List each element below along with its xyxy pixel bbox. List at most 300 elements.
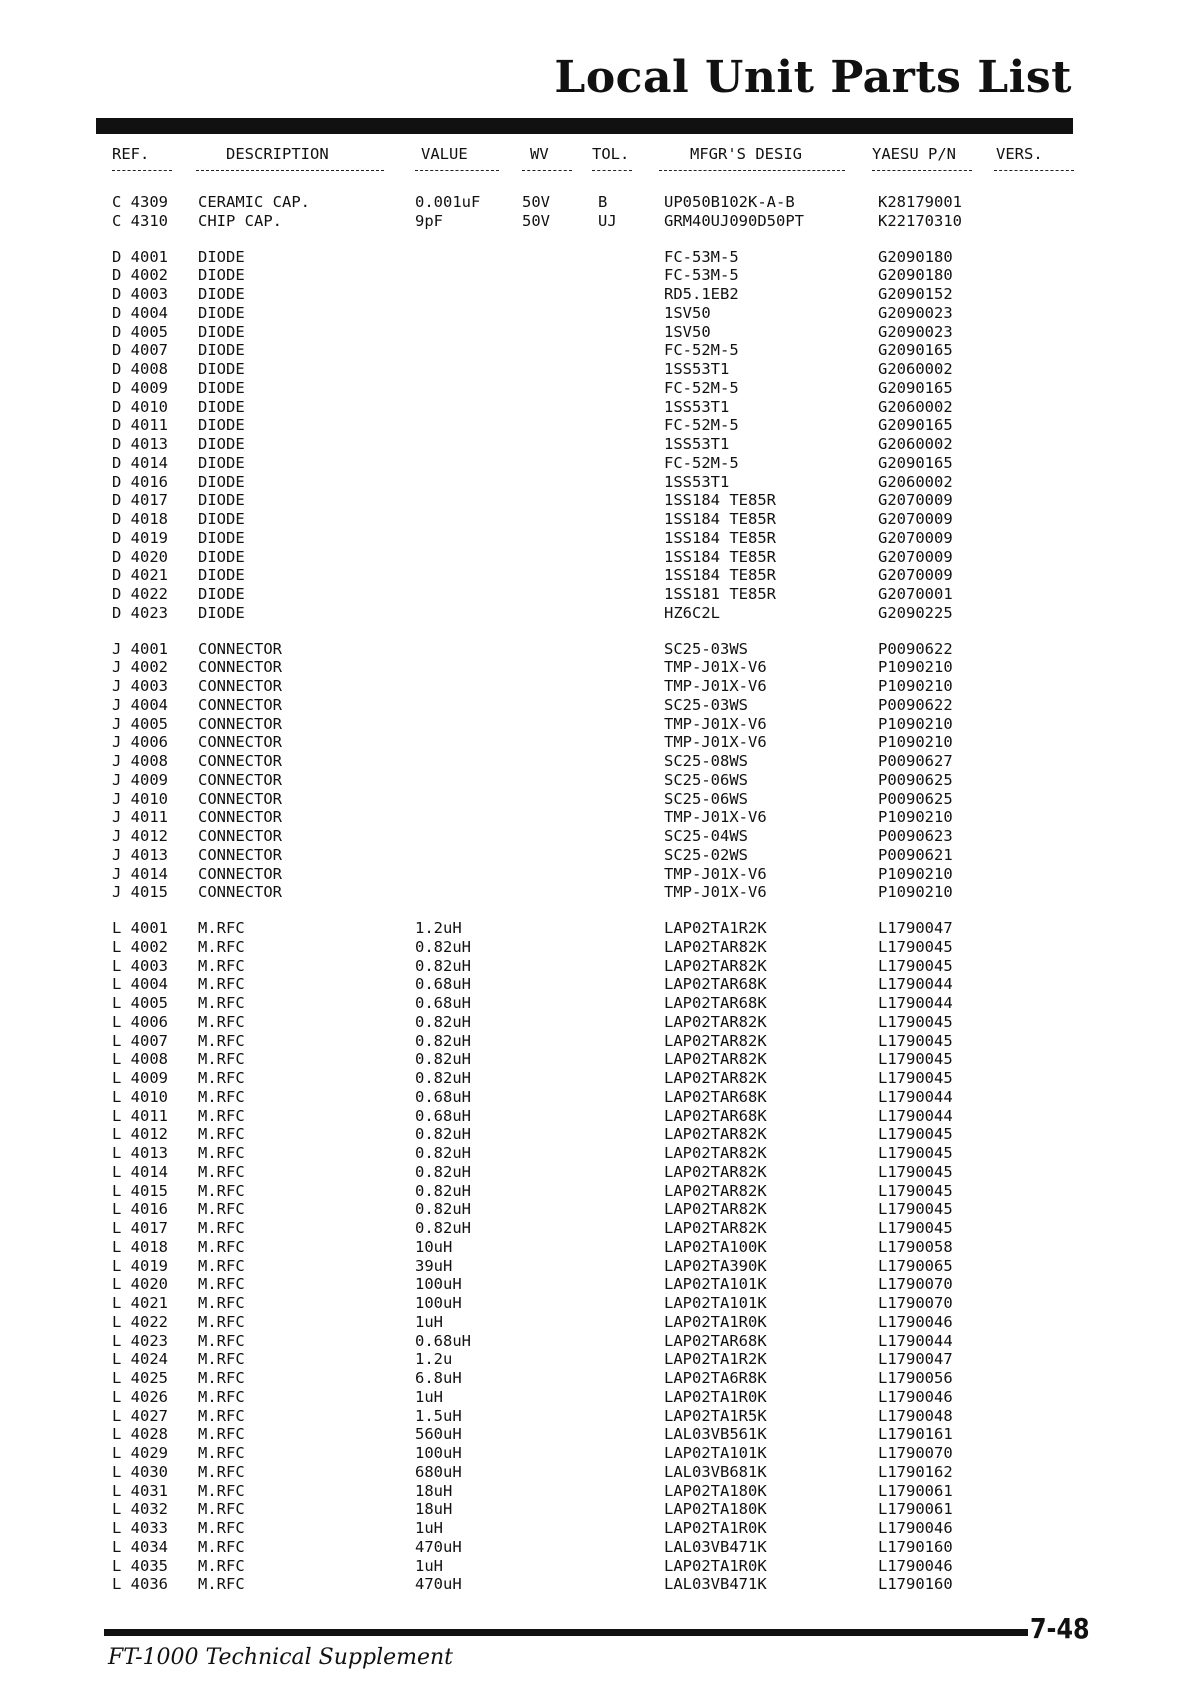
table-row bbox=[0, 341, 1190, 360]
cell-yaesu-pn: G2070001 bbox=[878, 585, 953, 603]
table-row bbox=[0, 1557, 1190, 1576]
cell-yaesu-pn: L1790045 bbox=[878, 1181, 953, 1200]
cell-yaesu-pn: G2060002 bbox=[878, 472, 953, 491]
cell-description: M.RFC bbox=[198, 994, 245, 1012]
cell-value: 0.82uH bbox=[415, 1069, 471, 1087]
header-description: DESCRIPTION bbox=[226, 145, 329, 163]
cell-ref: D 4008 bbox=[112, 360, 168, 378]
cell-value: 100uH bbox=[415, 1275, 462, 1294]
cell-description: CONNECTOR bbox=[198, 864, 282, 883]
cell-ref: L 4001 bbox=[112, 919, 168, 937]
cell-mfgr-desig: LAP02TAR82K bbox=[664, 1162, 767, 1181]
cell-mfgr-desig: 1SS53T1 bbox=[664, 472, 730, 491]
cell-yaesu-pn: P0090622 bbox=[878, 639, 953, 658]
cell-mfgr-desig: LAP02TA1R2K bbox=[664, 1350, 767, 1369]
cell-description: DIODE bbox=[198, 472, 245, 491]
cell-ref: L 4006 bbox=[112, 1012, 168, 1031]
cell-yaesu-pn: P1090210 bbox=[878, 883, 953, 902]
cell-description: M.RFC bbox=[198, 1275, 245, 1294]
cell-description: CONNECTOR bbox=[198, 677, 282, 695]
cell-mfgr-desig: 1SS184 TE85R bbox=[664, 566, 776, 585]
cell-description: M.RFC bbox=[198, 1237, 245, 1256]
table-row bbox=[0, 585, 1190, 604]
cell-description: M.RFC bbox=[198, 1294, 245, 1312]
cell-mfgr-desig: TMP-J01X-V6 bbox=[664, 864, 767, 883]
cell-mfgr-desig: LAP02TAR68K bbox=[664, 1331, 767, 1350]
cell-description: M.RFC bbox=[198, 1162, 245, 1181]
cell-description: DIODE bbox=[198, 416, 245, 435]
cell-ref: L 4024 bbox=[112, 1350, 168, 1369]
table-row bbox=[0, 398, 1190, 417]
cell-description: M.RFC bbox=[198, 1462, 245, 1481]
cell-yaesu-pn: L1790056 bbox=[878, 1369, 953, 1387]
cell-yaesu-pn: G2060002 bbox=[878, 360, 953, 378]
table-row bbox=[0, 454, 1190, 473]
cell-ref: J 4003 bbox=[112, 677, 168, 695]
cell-value: 0.82uH bbox=[415, 1125, 471, 1144]
cell-value: 100uH bbox=[415, 1294, 462, 1312]
table-row bbox=[0, 883, 1190, 902]
cell-mfgr-desig: LAP02TAR82K bbox=[664, 1219, 767, 1237]
cell-mfgr-desig: HZ6C2L bbox=[664, 603, 720, 622]
cell-value: 560uH bbox=[415, 1425, 462, 1444]
cell-description: M.RFC bbox=[198, 956, 245, 975]
cell-mfgr-desig: 1SS53T1 bbox=[664, 360, 730, 378]
cell-description: CONNECTOR bbox=[198, 827, 282, 845]
cell-mfgr-desig: TMP-J01X-V6 bbox=[664, 733, 767, 752]
cell-mfgr-desig: 1SS181 TE85R bbox=[664, 585, 776, 603]
cell-ref: J 4012 bbox=[112, 827, 168, 845]
cell-value: 100uH bbox=[415, 1444, 462, 1462]
cell-description: DIODE bbox=[198, 378, 245, 397]
header-underline bbox=[0, 170, 1190, 176]
cell-ref: C 4310 bbox=[112, 211, 168, 230]
cell-mfgr-desig: LAP02TA1R0K bbox=[664, 1312, 767, 1331]
table-row bbox=[0, 1538, 1190, 1557]
cell-yaesu-pn: G2060002 bbox=[878, 397, 953, 416]
cell-mfgr-desig: LAP02TAR82K bbox=[664, 1031, 767, 1050]
cell-mfgr-desig: 1SS184 TE85R bbox=[664, 510, 776, 528]
table-row bbox=[0, 938, 1190, 957]
cell-description: M.RFC bbox=[198, 1125, 245, 1144]
header-mfgr-desig: MFGR'S DESIG bbox=[690, 145, 802, 163]
cell-mfgr-desig: SC25-02WS bbox=[664, 845, 748, 864]
cell-description: CONNECTOR bbox=[198, 639, 282, 658]
cell-description: DIODE bbox=[198, 491, 245, 510]
cell-yaesu-pn: L1790065 bbox=[878, 1256, 953, 1275]
cell-mfgr-desig: SC25-03WS bbox=[664, 695, 748, 714]
cell-ref: J 4005 bbox=[112, 714, 168, 733]
cell-yaesu-pn: L1790045 bbox=[878, 1031, 953, 1050]
cell-yaesu-pn: L1790160 bbox=[878, 1537, 953, 1556]
cell-yaesu-pn: L1790044 bbox=[878, 1087, 953, 1106]
cell-mfgr-desig: SC25-06WS bbox=[664, 770, 748, 789]
cell-mfgr-desig: 1SS53T1 bbox=[664, 435, 730, 453]
cell-tol: B bbox=[598, 193, 608, 211]
cell-ref: L 4022 bbox=[112, 1312, 168, 1331]
cell-ref: L 4011 bbox=[112, 1106, 168, 1125]
cell-description: DIODE bbox=[198, 510, 245, 528]
cell-mfgr-desig: LAP02TAR82K bbox=[664, 1012, 767, 1031]
header-ref: REF. bbox=[112, 145, 150, 163]
cell-description: M.RFC bbox=[198, 1444, 245, 1462]
cell-ref: D 4019 bbox=[112, 528, 168, 547]
cell-tol: UJ bbox=[598, 211, 617, 230]
cell-ref: L 4034 bbox=[112, 1537, 168, 1556]
table-row bbox=[0, 1257, 1190, 1276]
cell-ref: C 4309 bbox=[112, 193, 168, 211]
cell-description: M.RFC bbox=[198, 1012, 245, 1031]
table-row bbox=[0, 733, 1190, 752]
cell-mfgr-desig: LAP02TAR68K bbox=[664, 994, 767, 1012]
cell-description: DIODE bbox=[198, 603, 245, 622]
cell-description: CONNECTOR bbox=[198, 770, 282, 789]
cell-yaesu-pn: G2090023 bbox=[878, 303, 953, 322]
page-number: 7-48 bbox=[1030, 1612, 1090, 1645]
cell-yaesu-pn: G2070009 bbox=[878, 528, 953, 547]
cell-ref: J 4010 bbox=[112, 789, 168, 808]
cell-ref: J 4015 bbox=[112, 883, 168, 902]
table-row bbox=[0, 473, 1190, 492]
cell-yaesu-pn: L1790162 bbox=[878, 1462, 953, 1481]
title-rule bbox=[96, 118, 1073, 134]
cell-yaesu-pn: L1790046 bbox=[878, 1312, 953, 1331]
cell-mfgr-desig: LAP02TAR68K bbox=[664, 1106, 767, 1125]
table-row bbox=[0, 193, 1190, 212]
cell-description: M.RFC bbox=[198, 1050, 245, 1069]
table-row bbox=[0, 604, 1190, 623]
cell-ref: D 4005 bbox=[112, 322, 168, 341]
table-row bbox=[0, 790, 1190, 809]
cell-ref: L 4004 bbox=[112, 975, 168, 994]
cell-mfgr-desig: LAP02TA101K bbox=[664, 1444, 767, 1462]
cell-mfgr-desig: FC-52M-5 bbox=[664, 378, 739, 397]
cell-yaesu-pn: L1790045 bbox=[878, 1144, 953, 1162]
table-row bbox=[0, 658, 1190, 677]
cell-value: 1.5uH bbox=[415, 1406, 462, 1425]
cell-yaesu-pn: L1790048 bbox=[878, 1406, 953, 1425]
cell-mfgr-desig: LAP02TA1R5K bbox=[664, 1406, 767, 1425]
column-header-row bbox=[0, 145, 1190, 164]
cell-mfgr-desig: LAP02TA180K bbox=[664, 1500, 767, 1519]
cell-mfgr-desig: LAP02TAR82K bbox=[664, 1125, 767, 1144]
cell-description: M.RFC bbox=[198, 1425, 245, 1444]
cell-value: 1.2u bbox=[415, 1350, 453, 1369]
cell-ref: D 4017 bbox=[112, 491, 168, 510]
cell-mfgr-desig: 1SS184 TE85R bbox=[664, 491, 776, 510]
table-row bbox=[0, 677, 1190, 696]
cell-value: 0.82uH bbox=[415, 1031, 471, 1050]
cell-yaesu-pn: G2090180 bbox=[878, 247, 953, 266]
cell-value: 0.82uH bbox=[415, 1200, 471, 1219]
dash-mfgr-desig bbox=[659, 170, 845, 171]
cell-value: 680uH bbox=[415, 1462, 462, 1481]
table-row bbox=[0, 1294, 1190, 1313]
cell-ref: J 4014 bbox=[112, 864, 168, 883]
cell-ref: L 4015 bbox=[112, 1181, 168, 1200]
cell-yaesu-pn: L1790045 bbox=[878, 1219, 953, 1237]
cell-yaesu-pn: P1090210 bbox=[878, 733, 953, 752]
cell-ref: L 4027 bbox=[112, 1406, 168, 1425]
cell-wv: 50V bbox=[522, 193, 550, 211]
cell-yaesu-pn: K28179001 bbox=[878, 193, 962, 211]
table-row bbox=[0, 1369, 1190, 1388]
table-row bbox=[0, 715, 1190, 734]
cell-mfgr-desig: FC-52M-5 bbox=[664, 341, 739, 360]
table-row bbox=[0, 640, 1190, 659]
cell-description: CONNECTOR bbox=[198, 789, 282, 808]
cell-ref: L 4032 bbox=[112, 1500, 168, 1519]
table-row bbox=[0, 248, 1190, 267]
cell-description: CONNECTOR bbox=[198, 658, 282, 677]
cell-mfgr-desig: FC-52M-5 bbox=[664, 453, 739, 472]
cell-value: 0.82uH bbox=[415, 956, 471, 975]
cell-mfgr-desig: LAP02TA6R8K bbox=[664, 1369, 767, 1387]
cell-ref: L 4033 bbox=[112, 1519, 168, 1537]
cell-description: M.RFC bbox=[198, 1331, 245, 1350]
cell-yaesu-pn: L1790058 bbox=[878, 1237, 953, 1256]
cell-description: CONNECTOR bbox=[198, 883, 282, 902]
cell-description: DIODE bbox=[198, 247, 245, 266]
cell-value: 18uH bbox=[415, 1500, 453, 1519]
dash-value bbox=[415, 170, 499, 171]
cell-ref: D 4021 bbox=[112, 566, 168, 585]
cell-mfgr-desig: LAP02TA1R2K bbox=[664, 919, 767, 937]
cell-description: M.RFC bbox=[198, 1181, 245, 1200]
cell-ref: L 4021 bbox=[112, 1294, 168, 1312]
footer-rule bbox=[104, 1629, 1028, 1636]
cell-value: 0.82uH bbox=[415, 1219, 471, 1237]
cell-ref: J 4011 bbox=[112, 808, 168, 827]
cell-description: CONNECTOR bbox=[198, 845, 282, 864]
header-tol: TOL. bbox=[592, 145, 630, 163]
cell-mfgr-desig: TMP-J01X-V6 bbox=[664, 677, 767, 695]
table-row bbox=[0, 1313, 1190, 1332]
cell-mfgr-desig: LAP02TAR82K bbox=[664, 956, 767, 975]
cell-yaesu-pn: G2090180 bbox=[878, 266, 953, 285]
table-row bbox=[0, 1144, 1190, 1163]
cell-ref: L 4026 bbox=[112, 1387, 168, 1406]
cell-yaesu-pn: L1790061 bbox=[878, 1500, 953, 1519]
cell-description: CHIP CAP. bbox=[198, 211, 282, 230]
cell-wv: 50V bbox=[522, 211, 550, 230]
table-row bbox=[0, 285, 1190, 304]
cell-ref: L 4017 bbox=[112, 1219, 168, 1237]
cell-mfgr-desig: LAP02TAR82K bbox=[664, 1181, 767, 1200]
cell-description: M.RFC bbox=[198, 1312, 245, 1331]
cell-ref: J 4001 bbox=[112, 639, 168, 658]
cell-mfgr-desig: SC25-08WS bbox=[664, 752, 748, 770]
cell-mfgr-desig: LAP02TAR82K bbox=[664, 1144, 767, 1162]
cell-yaesu-pn: L1790045 bbox=[878, 1012, 953, 1031]
cell-yaesu-pn: L1790044 bbox=[878, 1331, 953, 1350]
cell-description: DIODE bbox=[198, 266, 245, 285]
cell-ref: D 4013 bbox=[112, 435, 168, 453]
cell-mfgr-desig: LAL03VB471K bbox=[664, 1575, 767, 1594]
cell-value: 1uH bbox=[415, 1519, 443, 1537]
cell-ref: L 4018 bbox=[112, 1237, 168, 1256]
cell-ref: D 4003 bbox=[112, 285, 168, 303]
cell-yaesu-pn: L1790070 bbox=[878, 1275, 953, 1294]
cell-description: DIODE bbox=[198, 585, 245, 603]
cell-yaesu-pn: P0090625 bbox=[878, 789, 953, 808]
cell-description: M.RFC bbox=[198, 1519, 245, 1537]
cell-ref: J 4013 bbox=[112, 845, 168, 864]
cell-ref: D 4011 bbox=[112, 416, 168, 435]
cell-description: M.RFC bbox=[198, 1350, 245, 1369]
cell-ref: L 4013 bbox=[112, 1144, 168, 1162]
cell-value: 0.001uF bbox=[415, 193, 481, 211]
cell-yaesu-pn: G2090165 bbox=[878, 341, 953, 360]
cell-mfgr-desig: LAL03VB681K bbox=[664, 1462, 767, 1481]
cell-yaesu-pn: L1790044 bbox=[878, 975, 953, 994]
cell-description: DIODE bbox=[198, 322, 245, 341]
cell-value: 1uH bbox=[415, 1312, 443, 1331]
cell-ref: D 4018 bbox=[112, 510, 168, 528]
cell-yaesu-pn: P0090627 bbox=[878, 752, 953, 770]
cell-mfgr-desig: SC25-06WS bbox=[664, 789, 748, 808]
cell-description: CONNECTOR bbox=[198, 695, 282, 714]
cell-yaesu-pn: K22170310 bbox=[878, 211, 962, 230]
table-row bbox=[0, 360, 1190, 379]
cell-description: DIODE bbox=[198, 566, 245, 585]
cell-description: DIODE bbox=[198, 435, 245, 453]
cell-ref: J 4009 bbox=[112, 770, 168, 789]
cell-mfgr-desig: FC-53M-5 bbox=[664, 247, 739, 266]
cell-description: M.RFC bbox=[198, 1369, 245, 1387]
cell-description: M.RFC bbox=[198, 1481, 245, 1500]
cell-yaesu-pn: L1790045 bbox=[878, 1069, 953, 1087]
cell-yaesu-pn: G2070009 bbox=[878, 566, 953, 585]
cell-ref: L 4020 bbox=[112, 1275, 168, 1294]
cell-mfgr-desig: 1SV50 bbox=[664, 303, 711, 322]
table-row bbox=[0, 846, 1190, 865]
cell-ref: L 4005 bbox=[112, 994, 168, 1012]
cell-value: 6.8uH bbox=[415, 1369, 462, 1387]
cell-ref: L 4002 bbox=[112, 937, 168, 956]
cell-ref: L 4010 bbox=[112, 1087, 168, 1106]
cell-yaesu-pn: P1090210 bbox=[878, 714, 953, 733]
table-row bbox=[0, 304, 1190, 323]
cell-mfgr-desig: LAP02TA180K bbox=[664, 1481, 767, 1500]
cell-ref: L 4014 bbox=[112, 1162, 168, 1181]
table-row bbox=[0, 1425, 1190, 1444]
table-row bbox=[0, 1463, 1190, 1482]
cell-description: M.RFC bbox=[198, 1087, 245, 1106]
cell-yaesu-pn: L1790160 bbox=[878, 1575, 953, 1594]
table-row bbox=[0, 1163, 1190, 1182]
table-row bbox=[0, 435, 1190, 454]
cell-mfgr-desig: LAP02TA1R0K bbox=[664, 1519, 767, 1537]
cell-ref: D 4020 bbox=[112, 547, 168, 566]
cell-value: 1uH bbox=[415, 1556, 443, 1575]
cell-value: 0.68uH bbox=[415, 1106, 471, 1125]
cell-value: 470uH bbox=[415, 1575, 462, 1594]
cell-mfgr-desig: LAP02TAR68K bbox=[664, 1087, 767, 1106]
cell-yaesu-pn: L1790045 bbox=[878, 937, 953, 956]
cell-ref: D 4022 bbox=[112, 585, 168, 603]
cell-value: 470uH bbox=[415, 1537, 462, 1556]
table-row bbox=[0, 975, 1190, 994]
cell-ref: L 4009 bbox=[112, 1069, 168, 1087]
cell-mfgr-desig: 1SS184 TE85R bbox=[664, 528, 776, 547]
table-row bbox=[0, 1388, 1190, 1407]
dash-ref bbox=[112, 170, 172, 171]
cell-ref: J 4002 bbox=[112, 658, 168, 677]
table-row bbox=[0, 1332, 1190, 1351]
cell-mfgr-desig: GRM40UJ090D50PT bbox=[664, 211, 804, 230]
cell-yaesu-pn: G2070009 bbox=[878, 510, 953, 528]
footer-title: FT-1000 Technical Supplement bbox=[108, 1645, 454, 1670]
cell-mfgr-desig: LAP02TA101K bbox=[664, 1275, 767, 1294]
cell-description: DIODE bbox=[198, 547, 245, 566]
cell-mfgr-desig: LAP02TA101K bbox=[664, 1294, 767, 1312]
cell-yaesu-pn: G2090023 bbox=[878, 322, 953, 341]
cell-mfgr-desig: LAP02TA100K bbox=[664, 1237, 767, 1256]
cell-mfgr-desig: LAP02TAR82K bbox=[664, 937, 767, 956]
cell-yaesu-pn: L1790161 bbox=[878, 1425, 953, 1444]
cell-ref: L 4031 bbox=[112, 1481, 168, 1500]
cell-yaesu-pn: G2090165 bbox=[878, 378, 953, 397]
cell-description: M.RFC bbox=[198, 1031, 245, 1050]
table-row bbox=[0, 1350, 1190, 1369]
header-vers: VERS. bbox=[996, 145, 1043, 163]
cell-mfgr-desig: LAP02TAR68K bbox=[664, 975, 767, 994]
cell-yaesu-pn: G2070009 bbox=[878, 491, 953, 510]
cell-description: M.RFC bbox=[198, 1106, 245, 1125]
cell-ref: L 4025 bbox=[112, 1369, 168, 1387]
cell-value: 0.68uH bbox=[415, 1087, 471, 1106]
cell-yaesu-pn: L1790045 bbox=[878, 956, 953, 975]
cell-mfgr-desig: LAP02TAR82K bbox=[664, 1200, 767, 1219]
dash-yaesu-pn bbox=[872, 170, 972, 171]
table-row bbox=[0, 994, 1190, 1013]
cell-value: 9pF bbox=[415, 211, 443, 230]
table-row bbox=[0, 865, 1190, 884]
cell-description: CONNECTOR bbox=[198, 752, 282, 770]
cell-ref: D 4004 bbox=[112, 303, 168, 322]
cell-mfgr-desig: TMP-J01X-V6 bbox=[664, 883, 767, 902]
table-row bbox=[0, 696, 1190, 715]
cell-ref: L 4008 bbox=[112, 1050, 168, 1069]
cell-ref: L 4023 bbox=[112, 1331, 168, 1350]
cell-value: 0.82uH bbox=[415, 1144, 471, 1162]
cell-yaesu-pn: P0090625 bbox=[878, 770, 953, 789]
cell-yaesu-pn: P0090621 bbox=[878, 845, 953, 864]
cell-mfgr-desig: LAP02TAR82K bbox=[664, 1050, 767, 1069]
cell-yaesu-pn: L1790061 bbox=[878, 1481, 953, 1500]
cell-yaesu-pn: P0090622 bbox=[878, 695, 953, 714]
table-row bbox=[0, 752, 1190, 771]
cell-description: DIODE bbox=[198, 285, 245, 303]
dash-tol bbox=[592, 170, 632, 171]
table-row bbox=[0, 266, 1190, 285]
cell-ref: D 4009 bbox=[112, 378, 168, 397]
table-row bbox=[0, 566, 1190, 585]
cell-yaesu-pn: L1790047 bbox=[878, 1350, 953, 1369]
cell-value: 0.68uH bbox=[415, 975, 471, 994]
cell-ref: D 4010 bbox=[112, 397, 168, 416]
table-row bbox=[0, 1069, 1190, 1088]
table-row bbox=[0, 827, 1190, 846]
header-wv: WV bbox=[530, 145, 549, 163]
cell-mfgr-desig: 1SS53T1 bbox=[664, 397, 730, 416]
dash-vers bbox=[994, 170, 1074, 171]
cell-value: 0.82uH bbox=[415, 1181, 471, 1200]
table-row bbox=[0, 1050, 1190, 1069]
cell-mfgr-desig: LAP02TAR82K bbox=[664, 1069, 767, 1087]
cell-yaesu-pn: L1790044 bbox=[878, 1106, 953, 1125]
